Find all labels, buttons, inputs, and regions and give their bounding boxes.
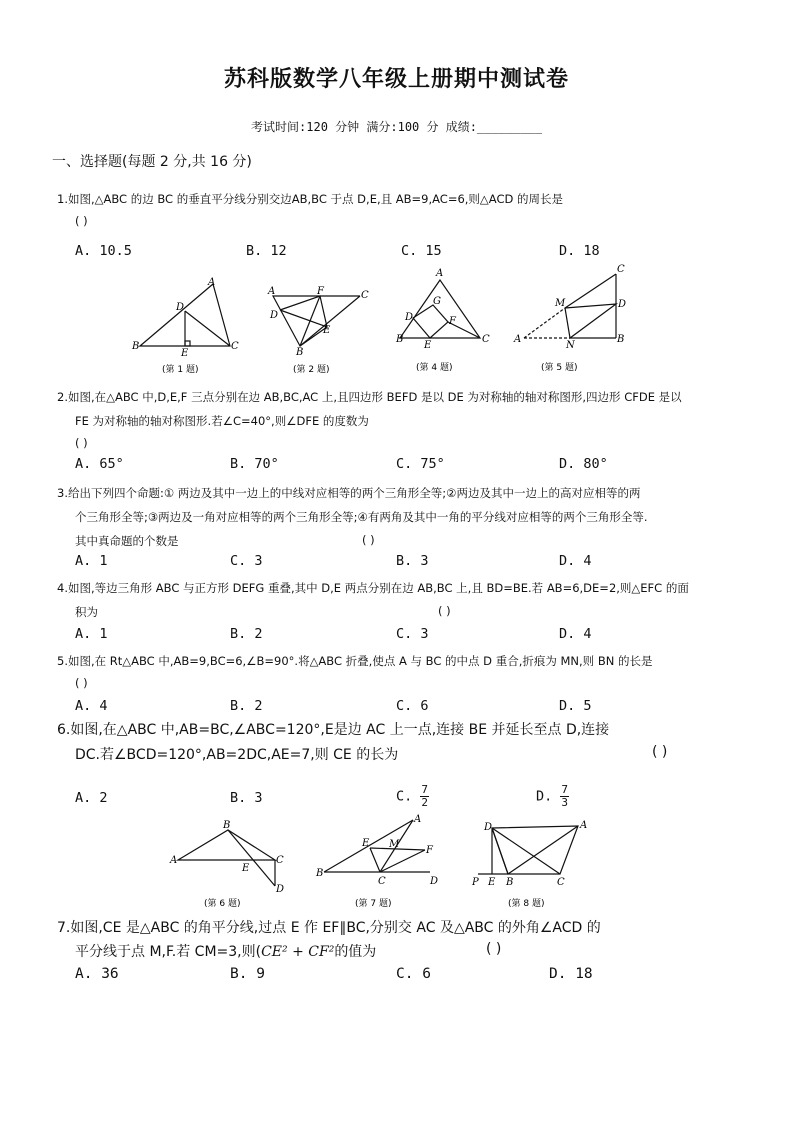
figure-q1 <box>140 284 230 346</box>
fig8-label-b: B <box>506 877 514 888</box>
question-1-text: 1.如图,△ABC 的边 BC 的垂直平分线分别交边AB,BC 于点 D,E,且 AB=9,AC=6,则△ACD 的周长是 <box>57 192 563 206</box>
q6-option-a: A. 2 <box>75 790 108 806</box>
fraction-denominator: 3 <box>561 796 569 809</box>
page-title: 苏科版数学八年级上册期中测试卷 <box>223 67 569 92</box>
fig7-label-m: M <box>389 839 400 850</box>
fig5-label-n: N <box>566 340 575 351</box>
fig4-label-b: B <box>396 334 404 345</box>
fig6-label-d: D <box>276 884 285 895</box>
q2-option-b: B. 70° <box>230 456 279 472</box>
fig1-label-d: D <box>176 302 185 313</box>
q2-option-c: C. 75° <box>396 456 445 472</box>
q7-option-d: D. 18 <box>549 966 593 982</box>
fraction-numerator: 7 <box>561 783 569 796</box>
question-3-text-2: 个三角形全等;③两边及一角对应相等的两个三角形全等;④有两角及其中一角的平分线对应相等的两个三角形全等. <box>75 510 648 524</box>
figures-row-1 <box>0 260 793 380</box>
q2-option-a: A. 65° <box>75 456 124 472</box>
q5-option-c: C. 6 <box>396 698 429 714</box>
q2-option-d: D. 80° <box>559 456 608 472</box>
q3-option-c: C. 3 <box>230 553 263 569</box>
q4-option-b: B. 2 <box>230 626 263 642</box>
q6-option-d <box>536 784 569 809</box>
fig1-label-e: E <box>181 348 189 359</box>
fig7-label-c: C <box>378 876 386 887</box>
q3-option-a: A. 1 <box>75 553 108 569</box>
fig6-label-e: E <box>242 863 250 874</box>
q5-option-b: B. 2 <box>230 698 263 714</box>
q6-option-c-fraction <box>420 784 429 809</box>
fig7-label-e: E <box>362 838 370 849</box>
fig1-label-b: B <box>132 341 140 352</box>
question-7-math: CE² + CF² <box>261 944 335 960</box>
fig8-label-c: C <box>557 877 565 888</box>
question-4-bracket: ( ) <box>438 604 451 618</box>
fig5-label-d: D <box>618 299 627 310</box>
q1-option-d: D. 18 <box>559 243 600 259</box>
q7-option-c: C. 6 <box>396 966 431 982</box>
question-2-text-2: FE 为对称轴的轴对称图形.若∠C=40°,则∠DFE 的度数为 <box>75 414 369 428</box>
fig5-label-a: A <box>514 334 522 345</box>
question-7-text-2b: 的值为 <box>334 944 377 960</box>
q3-option-b: B. 3 <box>396 553 429 569</box>
question-3-text-3: 其中真命题的个数是 <box>75 534 179 548</box>
question-6-bracket: ( ) <box>652 744 668 760</box>
question-2-text: 2.如图,在△ABC 中,D,E,F 三点分别在边 AB,BC,AC 上,且四边形 BEFD 是以 DE 为对称轴的轴对称图形,四边形 CFDE 是以 <box>57 390 682 404</box>
question-4-text: 4.如图,等边三角形 ABC 与正方形 DEFG 重叠,其中 D,E 两点分别在边 AB,BC 上,且 BD=BE.若 AB=6,DE=2,则△EFC 的面 <box>57 581 689 595</box>
fig7-label-b: B <box>316 868 324 879</box>
fig5-label-m: M <box>555 298 566 309</box>
fig2-label-f: F <box>317 286 324 297</box>
q6-option-d-fraction <box>560 784 569 809</box>
figure-q4 <box>400 280 480 338</box>
fig7-label-f: F <box>426 845 433 856</box>
fig2-label-e: E <box>323 325 331 336</box>
figure-q6 <box>178 830 275 886</box>
fig4-caption: (第 4 题) <box>416 363 453 373</box>
figure-q5 <box>524 274 616 338</box>
question-6-text: 6.如图,在△ABC 中,AB=BC,∠ABC=120°,E是边 AC 上一点,连接 BE 并延长至点 D,连接 <box>57 722 610 738</box>
question-7-text: 7.如图,CE 是△ABC 的角平分线,过点 E 作 EF∥BC,分别交 AC 及△ABC 的外角∠ACD 的 <box>57 920 601 936</box>
fraction-numerator: 7 <box>421 783 429 796</box>
q6-option-d-label: D. <box>536 788 561 805</box>
figure-q7 <box>324 820 430 872</box>
figures-row-2 <box>0 812 793 912</box>
fig4-label-c: C <box>482 334 490 345</box>
fig2-label-a: A <box>268 286 276 297</box>
question-7-text-2 <box>75 941 376 961</box>
fig7-caption: (第 7 题) <box>355 899 392 909</box>
fig5-label-b: B <box>617 334 625 345</box>
q1-option-c: C. 15 <box>401 243 442 259</box>
question-4-text-2: 积为 <box>75 605 98 619</box>
fig1-caption: (第 1 题) <box>162 365 199 375</box>
fig2-label-b: B <box>296 347 304 358</box>
fraction-denominator: 2 <box>421 796 429 809</box>
q1-option-b: B. 12 <box>246 243 287 259</box>
fig1-label-c: C <box>231 341 239 352</box>
fig6-caption: (第 6 题) <box>204 899 241 909</box>
fig5-caption: (第 5 题) <box>541 363 578 373</box>
q7-option-a: A. 36 <box>75 966 119 982</box>
fig4-label-g: G <box>433 296 441 307</box>
q6-option-c-label: C. <box>396 788 421 805</box>
fig8-caption: (第 8 题) <box>508 899 545 909</box>
question-5-bracket: ( ) <box>75 676 88 690</box>
question-1-bracket: ( ) <box>75 214 88 228</box>
q4-option-c: C. 3 <box>396 626 429 642</box>
question-5-text: 5.如图,在 Rt△ABC 中,AB=9,BC=6,∠B=90°.将△ABC 折叠,使点 A 与 BC 的中点 D 重合,折痕为 MN,则 BN 的长是 <box>57 654 653 668</box>
fig8-label-p: P <box>472 877 479 888</box>
fig8-label-a: A <box>580 820 588 831</box>
fig2-caption: (第 2 题) <box>293 365 330 375</box>
exam-meta: 考试时间:120 分钟 满分:100 分 成绩:_________ <box>251 120 542 134</box>
fig2-label-d: D <box>270 310 279 321</box>
question-7-text-2a: 平分线于点 M,F.若 CM=3,则( <box>75 944 262 960</box>
q3-option-d: D. 4 <box>559 553 592 569</box>
figure-q2 <box>273 296 360 346</box>
fig5-label-c: C <box>617 264 625 275</box>
fig2-label-c: C <box>361 290 369 301</box>
q5-option-d: D. 5 <box>559 698 592 714</box>
q6-option-b: B. 3 <box>230 790 263 806</box>
section-heading: 一、选择题(每题 2 分,共 16 分) <box>52 154 252 170</box>
fig8-label-e: E <box>488 877 496 888</box>
q7-option-b: B. 9 <box>230 966 265 982</box>
fig4-label-f: F <box>449 316 456 327</box>
question-7-bracket: ( ) <box>486 941 502 957</box>
fig7-label-a: A <box>414 814 422 825</box>
question-3-text: 3.给出下列四个命题:① 两边及其中一边上的中线对应相等的两个三角形全等;②两边及其中一边上的高对应相等的两 <box>57 486 641 500</box>
fig7-label-d: D <box>430 876 439 887</box>
q5-option-a: A. 4 <box>75 698 108 714</box>
q4-option-a: A. 1 <box>75 626 108 642</box>
question-2-bracket: ( ) <box>75 436 88 450</box>
fig6-label-b: B <box>223 820 231 831</box>
fig1-label-a: A <box>208 277 216 288</box>
fig4-label-e: E <box>424 340 432 351</box>
fig8-label-d: D <box>484 822 493 833</box>
fig4-label-a: A <box>436 268 444 279</box>
q1-option-a: A. 10.5 <box>75 243 132 259</box>
q6-option-c <box>396 784 429 809</box>
q4-option-d: D. 4 <box>559 626 592 642</box>
figure-q8 <box>478 826 578 874</box>
fig6-label-c: C <box>276 855 284 866</box>
fig6-label-a: A <box>170 855 178 866</box>
question-3-bracket: ( ) <box>362 533 375 547</box>
question-6-text-2: DC.若∠BCD=120°,AB=2DC,AE=7,则 CE 的长为 <box>75 747 399 763</box>
fig4-label-d: D <box>405 312 414 323</box>
